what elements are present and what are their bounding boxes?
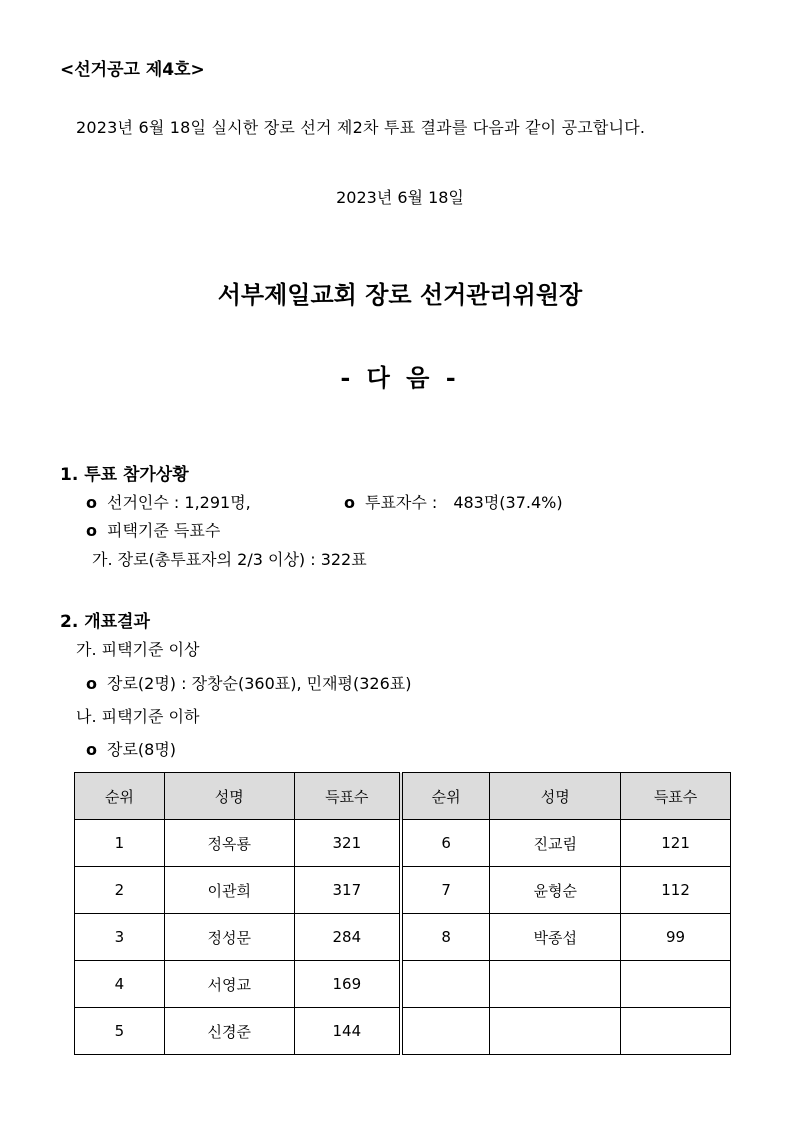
threshold-line bbox=[86, 518, 220, 541]
cell-rank: 6 bbox=[401, 820, 490, 867]
voters-value: 483명(37.4%) bbox=[453, 493, 563, 512]
cell-name: 정성문 bbox=[164, 914, 294, 961]
cell-rank: 4 bbox=[75, 961, 165, 1008]
voters-line bbox=[344, 490, 563, 513]
header-rank: 순위 bbox=[401, 773, 490, 820]
table-row bbox=[75, 914, 731, 961]
threshold-item: 가. 장로(총투표자의 2/3 이상) : 322표 bbox=[92, 550, 367, 569]
sub-heading-above: 가. 피택기준 이상 bbox=[76, 640, 200, 659]
results-table bbox=[74, 772, 731, 1055]
elected-line bbox=[86, 671, 411, 694]
cell-name: 박종섭 bbox=[490, 914, 621, 961]
header-name: 성명 bbox=[164, 773, 294, 820]
electors-text: 선거인수 : 1,291명, bbox=[107, 493, 251, 512]
cell-votes: 112 bbox=[621, 867, 731, 914]
voters-label: 투표자수 : bbox=[365, 493, 438, 512]
cell-votes: 144 bbox=[294, 1008, 401, 1055]
cell-name: 이관희 bbox=[164, 867, 294, 914]
cell-name bbox=[490, 961, 621, 1008]
header-votes: 득표수 bbox=[621, 773, 731, 820]
cell-rank bbox=[401, 1008, 490, 1055]
bullet-icon: o bbox=[86, 521, 97, 540]
cell-votes: 284 bbox=[294, 914, 401, 961]
not-elected-line bbox=[86, 737, 176, 760]
header-votes: 득표수 bbox=[294, 773, 401, 820]
cell-name: 윤형순 bbox=[490, 867, 621, 914]
table-row bbox=[75, 1008, 731, 1055]
sub-heading-below: 나. 피택기준 이하 bbox=[76, 707, 200, 726]
bullet-icon: o bbox=[344, 493, 355, 512]
section1-title: 1. 투표 참가상황 bbox=[60, 465, 189, 485]
cell-votes: 317 bbox=[294, 867, 401, 914]
cell-rank: 3 bbox=[75, 914, 165, 961]
table-header-row bbox=[75, 773, 731, 820]
bullet-icon: o bbox=[86, 493, 97, 512]
bullet-icon: o bbox=[86, 740, 97, 759]
cell-rank: 1 bbox=[75, 820, 165, 867]
intro-text: 2023년 6월 18일 실시한 장로 선거 제2차 투표 결과를 다음과 같이 공고합니다. bbox=[76, 118, 646, 137]
cell-rank: 7 bbox=[401, 867, 490, 914]
cell-votes: 321 bbox=[294, 820, 401, 867]
header-name: 성명 bbox=[490, 773, 621, 820]
table-row bbox=[75, 820, 731, 867]
cell-votes bbox=[621, 961, 731, 1008]
threshold-label: 피택기준 득표수 bbox=[107, 521, 221, 540]
electors-line bbox=[86, 490, 251, 513]
notice-number: <선거공고 제4호> bbox=[60, 60, 205, 80]
cell-name: 신경준 bbox=[164, 1008, 294, 1055]
cell-name: 정옥룡 bbox=[164, 820, 294, 867]
cell-rank bbox=[401, 961, 490, 1008]
cell-rank: 5 bbox=[75, 1008, 165, 1055]
notice-date: 2023년 6월 18일 bbox=[336, 188, 464, 207]
header-rank: 순위 bbox=[75, 773, 165, 820]
cell-name bbox=[490, 1008, 621, 1055]
cell-votes: 121 bbox=[621, 820, 731, 867]
not-elected-text: 장로(8명) bbox=[107, 740, 177, 759]
cell-votes: 99 bbox=[621, 914, 731, 961]
cell-name: 서영교 bbox=[164, 961, 294, 1008]
cell-votes bbox=[621, 1008, 731, 1055]
section2-title: 2. 개표결과 bbox=[60, 612, 150, 632]
table-row bbox=[75, 961, 731, 1008]
section-heading: - 다 음 - bbox=[340, 363, 460, 392]
cell-votes: 169 bbox=[294, 961, 401, 1008]
table-row bbox=[75, 867, 731, 914]
bullet-icon: o bbox=[86, 674, 97, 693]
cell-rank: 8 bbox=[401, 914, 490, 961]
issuer-title: 서부제일교회 장로 선거관리위원장 bbox=[217, 281, 583, 309]
cell-rank: 2 bbox=[75, 867, 165, 914]
elected-text: 장로(2명) : 장창순(360표), 민재평(326표) bbox=[107, 674, 412, 693]
cell-name: 진교림 bbox=[490, 820, 621, 867]
